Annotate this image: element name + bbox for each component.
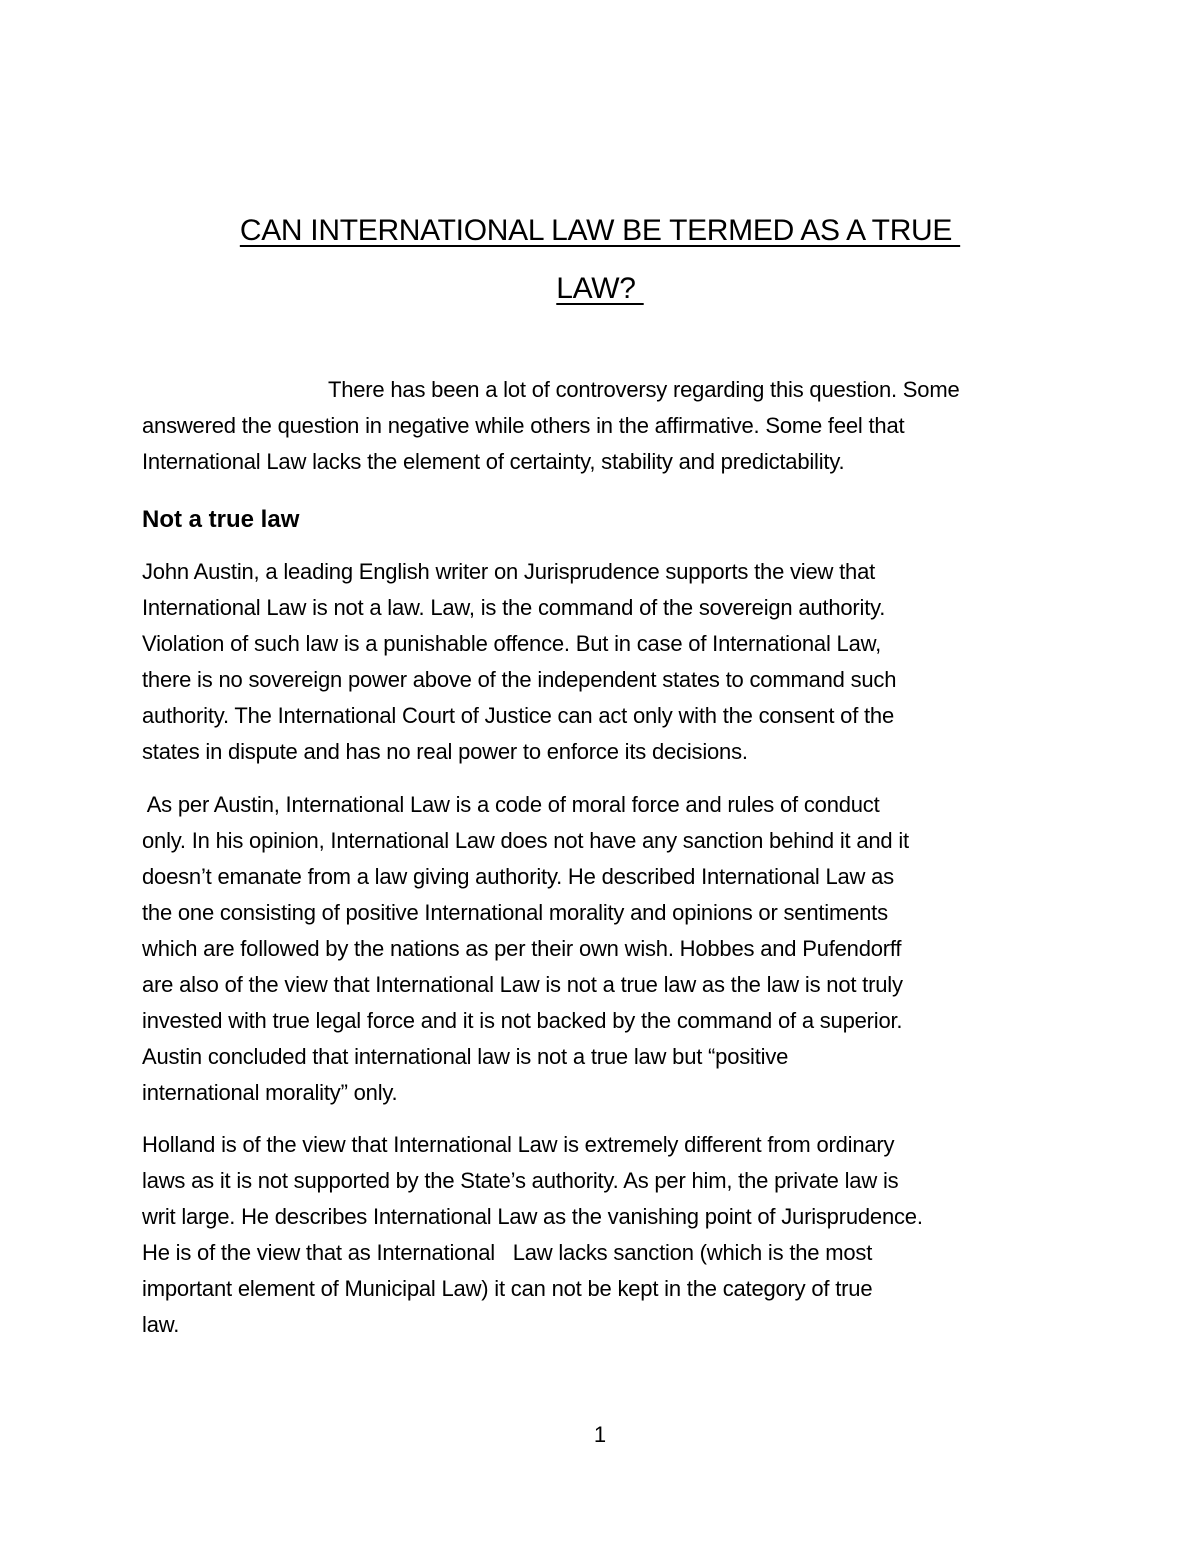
paragraph2-line: which are followed by the nations as per their own wish. Hobbes and Pufendorff — [142, 936, 902, 961]
paragraph2-line: international morality” only. — [142, 1080, 398, 1105]
paragraph1-line: states in dispute and has no real power to enforce its decisions. — [142, 739, 748, 764]
page-number: 1 — [593, 1422, 607, 1447]
intro-line: International Law lacks the element of certainty, stability and predictability. — [142, 449, 845, 474]
section-heading: Not a true law — [142, 506, 300, 533]
paragraph1-line: authority. The International Court of Justice can act only with the consent of the — [142, 703, 894, 728]
document-title-line-2: LAW? — [556, 272, 644, 305]
paragraph3-line: law. — [142, 1312, 180, 1337]
intro-line: answered the question in negative while others in the affirmative. Some feel that — [142, 413, 905, 438]
paragraph2-line: As per Austin, International Law is a code of moral force and rules of conduct — [142, 792, 880, 817]
paragraph1-line: International Law is not a law. Law, is the command of the sovereign authority. — [142, 595, 886, 620]
paragraph1-line: Violation of such law is a punishable offence. But in case of International Law, — [142, 631, 882, 656]
paragraph3-line: Holland is of the view that International Law is extremely different from ordinary — [142, 1132, 895, 1157]
paragraph2-line: Austin concluded that international law is not a true law but “positive — [142, 1044, 789, 1069]
paragraph1-line: John Austin, a leading English writer on Jurisprudence supports the view that — [142, 559, 876, 584]
paragraph3-line: writ large. He describes International Law as the vanishing point of Jurisprudence. — [142, 1204, 923, 1229]
paragraph2-line: the one consisting of positive International morality and opinions or sentiments — [142, 900, 888, 925]
paragraph3-line: laws as it is not supported by the State’s authority. As per him, the private law is — [142, 1168, 899, 1193]
intro-line: There has been a lot of controversy regarding this question. Some — [328, 377, 960, 402]
document-title-line-1: CAN INTERNATIONAL LAW BE TERMED AS A TRUE — [239, 214, 961, 247]
paragraph3-line: important element of Municipal Law) it can not be kept in the category of true — [142, 1276, 873, 1301]
paragraph2-line: invested with true legal force and it is not backed by the command of a superior. — [142, 1008, 903, 1033]
paragraph2-line: are also of the view that International Law is not a true law as the law is not truly — [142, 972, 903, 997]
paragraph2-line: only. In his opinion, International Law does not have any sanction behind it and it — [142, 828, 909, 853]
paragraph3-line: He is of the view that as International Law lacks sanction (which is the most — [142, 1240, 873, 1265]
paragraph2-line: doesn’t emanate from a law giving authority. He described International Law as — [142, 864, 894, 889]
paragraph1-line: there is no sovereign power above of the independent states to command such — [142, 667, 897, 692]
